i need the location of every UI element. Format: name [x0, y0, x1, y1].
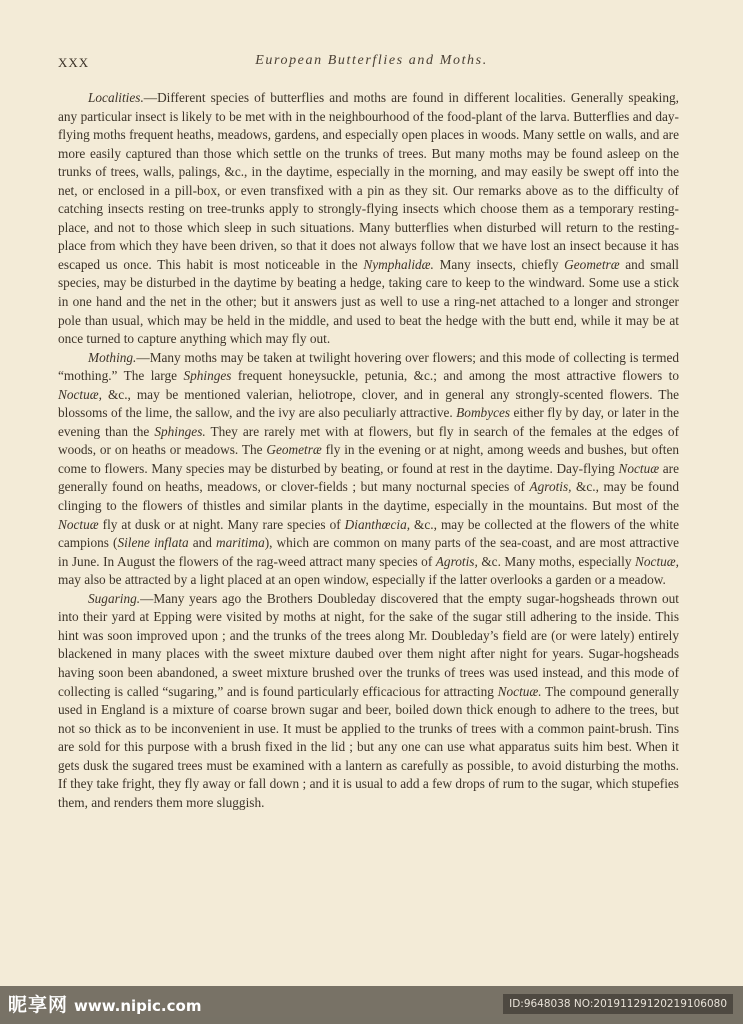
text-run: and small species, may be disturbed in the daytime by beating a hedge, taking care to keep to the windward. Some use a stick in one hand and the net in the other; but it answers just as well to use a ring-net attached to a longer and stronger pole than usual, which may be held in the middle, and used to beat the hedge with the butt end, while it may be at once turned to capture anything which may fly out. [58, 256, 679, 347]
body-text [58, 89, 679, 812]
text-run: fly at dusk or at night. Many rare species of [98, 516, 345, 532]
italic-term: Noctuæ, [58, 386, 102, 402]
text-run: &c., may be found clinging to the flowers of thistles and similar plants in the daytime, especially in the mountains. But most of the [58, 479, 679, 514]
text-run: The compound generally used in England is a mixture of coarse brown sugar and beer, boiled down thick enough to adhere to the trees, but not so thick as to be inconvenient in use. It must be applied to the trunks of trees with a common paint-brush. Tins are sold for this purpose with a brush fixed in the lid ; but any one can use what apparatus suits him best. When it gets dusk the sugared trees must be examined with a lantern as carefully as possible, to avoid disturbing the moths. If they take fright, they fly away or fall down ; and it is usual to add a few drops of rum to the sugar, which stupefies them, and renders them more sluggish. [58, 683, 679, 810]
italic-term: Sphinges. [154, 423, 206, 439]
italic-term: Nymphalidæ. [363, 256, 434, 272]
italic-term: Silene inflata [117, 535, 189, 551]
text-run: ), which are common on many parts of the sea-coast, and are most attractive in June. In August the flowers of the rag-weed attract many species of [58, 535, 679, 569]
paragraph-sugaring [58, 590, 679, 813]
text-run: &c. Many moths, especially [477, 553, 636, 569]
italic-term: Noctuæ [618, 460, 660, 476]
text-run: and [188, 535, 216, 551]
text-run: &c., may be collected at the flowers of the white campions ( [58, 516, 679, 551]
italic-term: maritima [215, 535, 265, 551]
italic-term: Mothing. [88, 349, 137, 365]
paragraph-localities [58, 89, 679, 349]
text-run: &c., may be mentioned valerian, heliotrope, clover, and in general any strongly-scented flowers. The blossoms of the lime, the sallow, and the ivy are also peculiarly attractive. [58, 386, 679, 421]
page-number: XXX [58, 55, 90, 70]
text-run: frequent honeysuckle, petunia, &c.; and among the most attractive flowers to [231, 368, 679, 384]
watermark-url: www.nipic.com [74, 997, 202, 1015]
watermark-logo-text: 昵享网 [8, 994, 69, 1016]
text-run: They are rarely met with at flowers, but fly in search of the females at the edges of woods, or on heaths or meadows. The [58, 423, 680, 458]
text-run: —Many years ago the Brothers Doubleday discovered that the empty sugar-hogsheads thrown out into their yard at Epping were visited by moths at night, for the sake of the sugar still adhering to the inside. This hint was soon improved upon ; and the trunks of the trees along Mr. Doubleday’s field are (or were lately) entirely blackened in many places with the sweet mixture daubed over them night after night for years. Sugar-hogsheads having soon been abandoned, a sweet mixture brushed over the trunks of trees was used instead, and this mode of collecting is called “sugaring,” and is found particularly efficacious for attracting [58, 590, 679, 699]
text-run: either fly by day, or later in the evening than the [58, 405, 680, 439]
italic-term: Sphinges [183, 368, 232, 384]
running-title: European Butterflies and Moths. [255, 53, 488, 68]
text-run: may also be attracted by a light placed at an open window, especially if the latter overlooks a garden or a meadow. [58, 572, 666, 588]
italic-term: Sugaring. [88, 590, 141, 606]
italic-term: Noctuæ [58, 516, 99, 532]
text-run: are generally found on heaths, meadows, or clover-fields ; but many nocturnal species of [58, 460, 679, 495]
watermark-logo [8, 990, 201, 1020]
italic-term: Bombyces [456, 405, 511, 421]
italic-term: Geometræ [564, 256, 620, 272]
italic-term: Localities. [88, 90, 144, 105]
watermark-image-id: ID:9648038 NO:20191129120219106080 [503, 994, 733, 1014]
italic-term: Noctuæ, [635, 553, 679, 569]
italic-term: Geometræ [266, 442, 322, 458]
italic-term: Dianthœcia, [344, 516, 411, 532]
text-run: fly in the evening or at night, among weeds and bushes, but often come to flowers. Many species may be disturbed by beating, or found at rest in the daytime. Day-flying [58, 442, 680, 476]
text-run: —Different species of butterflies and moths are found in different localities. Generally speaking, any particular insect is likely to be met with in the neighbourhood of the food-plant of the larva. Butterflies and day-flying moths frequent heaths, meadows, gardens, and especially open places in woods. Many settle on walls, and are more easily captured than those which settle on the trunks of trees. But many moths may be found asleep on the trunks of trees, walls, palings, &c., in the daytime, especially in the morning, and may easily be swept off into the net, or enclosed in a pill-box, or even transfixed with a pin as they sit. Our remarks above as to the difficulty of catching insects resting on tree-trunks apply to strongly-flying insects which choose them as a temporary resting-place, and not to those which sleep in such situations. Many butterflies when disturbed will return to the resting-place from which they have been driven, so that it does not always follow that we have lost an insect because it has escaped us once. This habit is most noticeable in the [58, 90, 679, 272]
text-run: —Many moths may be taken at twilight hovering over flowers; and this mode of collecting is termed “mothing.” The large [58, 349, 679, 384]
paragraph-mothing [58, 349, 679, 590]
italic-term: Agrotis, [435, 553, 478, 569]
text-run: Many insects, chiefly [433, 256, 565, 272]
italic-term: Noctuæ. [497, 683, 542, 699]
page-header [0, 53, 743, 75]
italic-term: Agrotis, [529, 479, 572, 495]
